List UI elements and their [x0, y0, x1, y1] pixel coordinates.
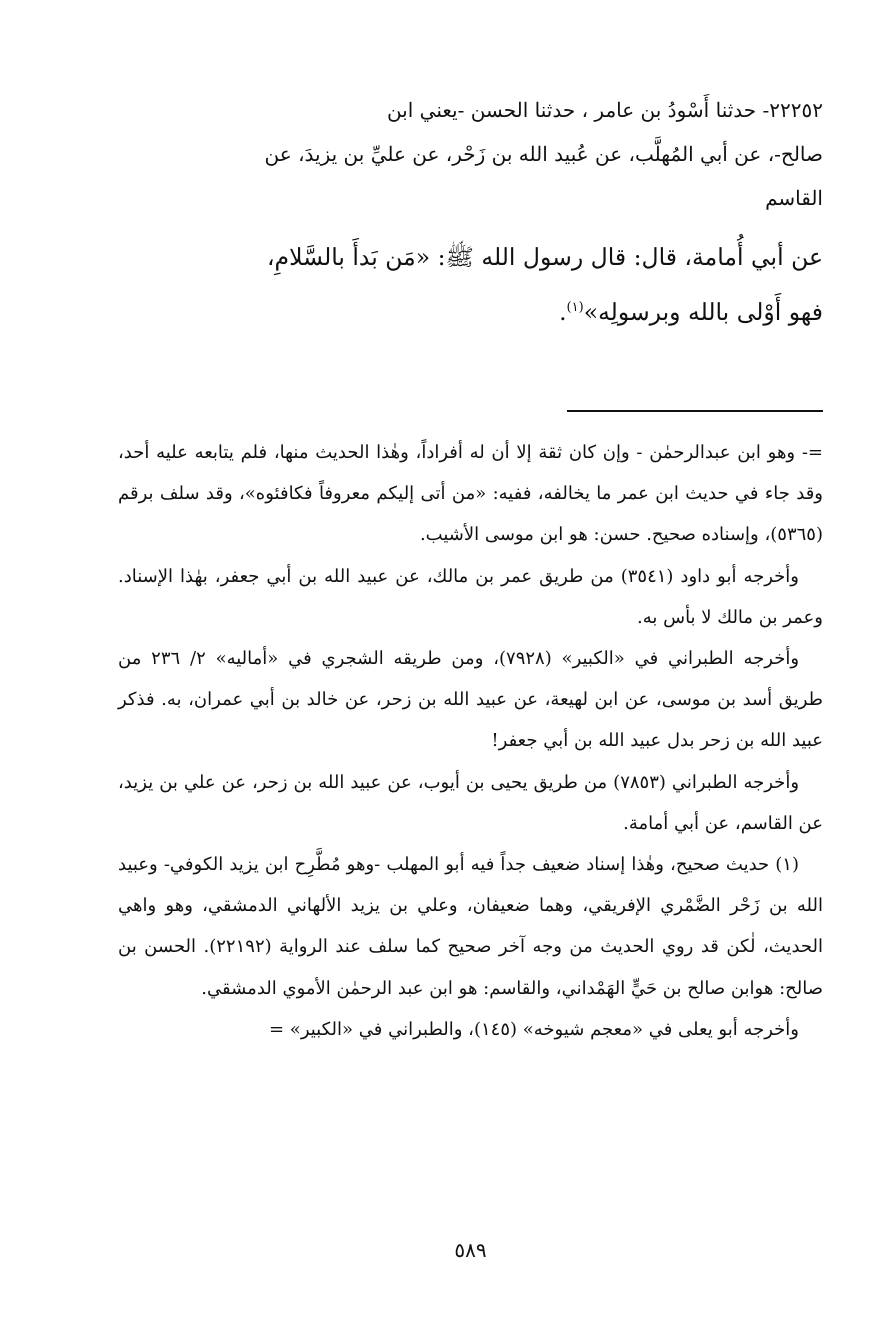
- isnad-line: صالح-، عن أبي المُهلَّب، عن عُبيد الله بن زَحْر، عن عليِّ بن يزيدَ، عن: [264, 142, 823, 166]
- footnotes-section: [118, 432, 823, 1050]
- page-number: ٥٨٩: [454, 1238, 487, 1262]
- matn-line-final: [118, 285, 823, 340]
- footnote-paragraph: وأخرجه أبو يعلى في «معجم شيوخه» (١٤٥)، والطبراني في «الكبير» =: [269, 1018, 799, 1040]
- isnad-line: ٢٢٢٥٢- حدثنا أَسْودُ بن عامر ، حدثنا الحسن -يعني ابن: [386, 98, 823, 122]
- footnote-paragraph: =- وهو ابن عبدالرحمٰن - وإن كان ثقة إلا أن له أفراداً، وهٰذا الحديث منها، فلم يتابعه عليه أحد، وقد جاء في حديث ابن عمر ما يخالفه، ففيه: «من أتى إليكم معروفاً فكافئوه»، وقد سلف برقم (٥٣٦٥)، وإسناده صحيح. حسن: هو ابن موسى الأشيب.: [118, 442, 823, 546]
- footnote-paragraph: وأخرجه الطبراني (٧٨٥٣) من طريق يحيى بن أيوب، عن عبيد الله بن زحر، عن علي بن يزيد، عن القاسم، عن أبي أمامة.: [118, 771, 823, 834]
- matn-end-mark: .: [559, 298, 567, 326]
- matn-line: عن أبي أُمامة، قال: قال رسول الله ﷺ: «مَن بَدأَ بالسَّلامِ،: [266, 243, 823, 271]
- hadith-matn: [118, 230, 823, 340]
- footnote-paragraph: وأخرجه أبو داود (٣٥٤١) من طريق عمر بن مالك، عن عبيد الله بن أبي جعفر، بهٰذا الإسناد. وعمر بن مالك لا بأس به.: [118, 565, 823, 628]
- book-page: [118, 88, 823, 1288]
- hadith-isnad: [118, 88, 823, 220]
- footnote-paragraph: (١) حديث صحيح، وهٰذا إسناد ضعيف جداً فيه أبو المهلب -وهو مُطَّرِح ابن يزيد الكوفي- وعبيد الله بن زَحْر الضَّمْري الإفريقي، وهما ضعيفان، وعلي بن يزيد الألهاني الدمشقي، وهو واهي الحديث، لٰكن قد روي الحديث من وجه آخر صحيح كما سلف عند الرواية (٢٢١٩٢). الحسن بن صالح: هوابن صالح بن حَيٍّ الهَمْداني، والقاسم: هو ابن عبد الرحمٰن الأموي الدمشقي.: [118, 854, 823, 999]
- isnad-line: القاسم: [765, 186, 823, 210]
- footnote-separator-rule: [567, 410, 823, 412]
- matn-line: فهو أَوْلى بالله وبرسولِه»: [583, 298, 823, 326]
- footnote-reference[interactable]: (١): [566, 300, 584, 316]
- footnote-paragraph: وأخرجه الطبراني في «الكبير» (٧٩٢٨)، ومن طريقه الشجري في «أماليه» ٢/ ٢٣٦ من طريق أسد بن موسى، عن ابن لهيعة، عن عبيد الله بن زحر، عن خالد بن أبي عمران، به. فذكر عبيد الله بن زحر بدل عبيد الله بن أبي جعفر!: [118, 648, 823, 752]
